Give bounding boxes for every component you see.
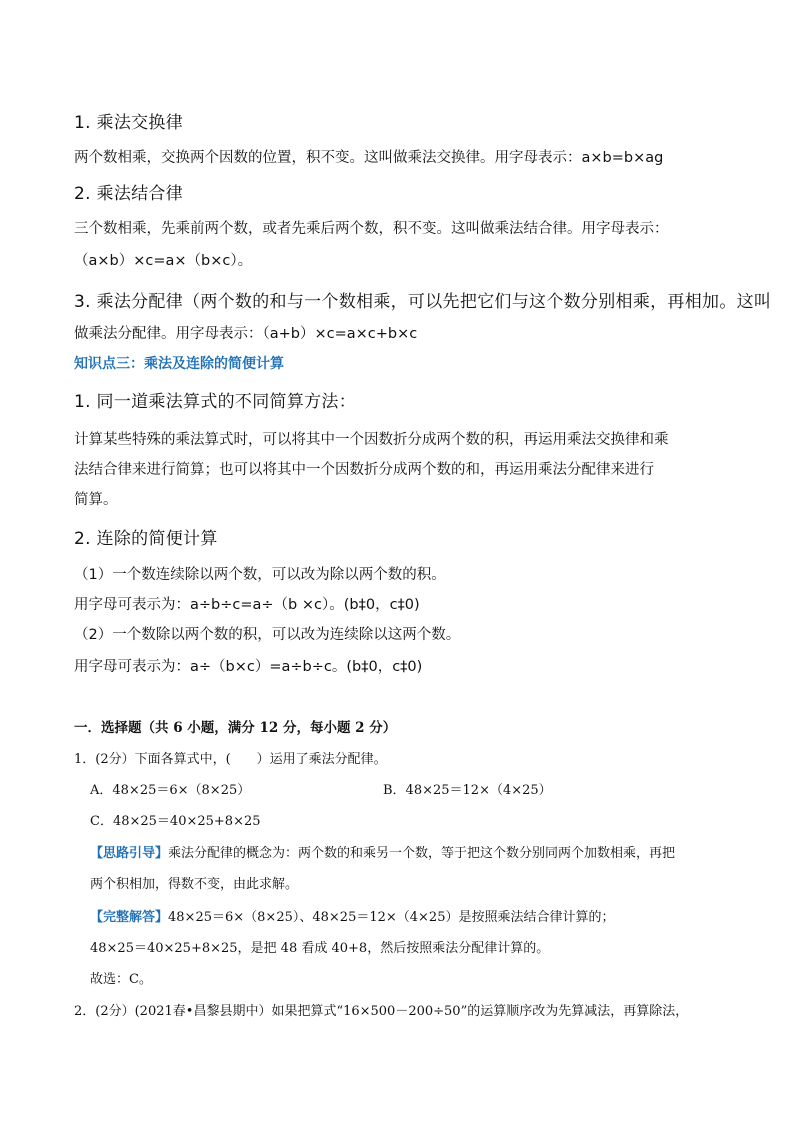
heading-associative-law: 2. 乘法结合律 — [74, 184, 184, 204]
formula-division-2: 用字母可表示为：a÷（b×c）=a÷b÷c。(b‡0，c‡0) — [74, 659, 423, 675]
heading-different-methods: 1. 同一道乘法算式的不同简算方法： — [74, 392, 357, 412]
paragraph-methods-line2: 法结合律来进行简算；也可以将其中一个因数折分成两个数的和，再运用乘法分配律来进行 — [74, 462, 654, 478]
paragraph-associative-law-line1: 三个数相乘，先乘前两个数，或者先乘后两个数，积不变。这叫做乘法结合律。用字母表示： — [74, 221, 669, 237]
paragraph-methods-line3: 简算。 — [74, 492, 118, 508]
hint-text: 乘法分配律的概念为：两个数的和乘另一个数，等于把这个数分别同两个加数相乘，再把 — [168, 846, 676, 861]
question-2-stem: 2．(2分）(2021春•昌黎县期中）如果把算式“16×500－200÷50”的运算顺序改为先算减法，再算除法， — [74, 1004, 689, 1019]
hint-tag: 【思路引导】 — [90, 846, 169, 861]
answer-tag: 【完整解答】 — [90, 910, 169, 925]
question-1-option-c: C．48×25＝40×25+8×25 — [90, 814, 261, 829]
question-1-answer-line1 — [90, 906, 614, 925]
heading-consecutive-division: 2. 连除的简便计算 — [74, 529, 218, 549]
section-title-multiple-choice: 一．选择题（共 6 小题，满分 12 分，每小题 2 分） — [74, 720, 397, 736]
rule-division-2: （2）一个数除以两个数的积，可以改为连续除以这两个数。 — [74, 627, 461, 643]
question-1-answer-line2: 48×25＝40×25+8×25，是把 48 看成 40+8，然后按照乘法分配律计算的。 — [90, 941, 550, 956]
question-1-option-b: B．48×25＝12×（4×25） — [383, 783, 552, 798]
paragraph-distributive-law-line2: 做乘法分配律。用字母表示：（a+b）×c=a×c+b×c — [74, 326, 418, 342]
question-1-choice: 故选：C。 — [90, 972, 152, 987]
question-1-option-a: A．48×25＝6×（8×25） — [90, 783, 251, 798]
formula-division-1: 用字母可表示为：a÷b÷c=a÷（b ×c）。(b‡0，c‡0) — [74, 597, 420, 613]
answer-text: 48×25＝6×（8×25）、48×25＝12×（4×25）是按照乘法结合律计算的； — [168, 910, 615, 925]
paragraph-methods-line1: 计算某些特殊的乘法算式时，可以将其中一个因数折分成两个数的积，再运用乘法交换律和乘 — [74, 432, 669, 448]
knowledge-point-title: 知识点三：乘法及连除的简便计算 — [74, 356, 284, 372]
question-1-hint-line1 — [90, 842, 675, 861]
paragraph-associative-law-line2: （a×b）×c=a×（b×c）。 — [74, 253, 253, 269]
question-1-stem: 1．(2分）下面各算式中，( ）运用了乘法分配律。 — [74, 752, 387, 767]
heading-commutative-law: 1. 乘法交换律 — [74, 113, 184, 133]
question-1-hint-line2: 两个积相加，得数不变，由此求解。 — [90, 877, 299, 892]
paragraph-distributive-law-line1: 3. 乘法分配律（两个数的和与一个数相乘，可以先把它们与这个数分别相乘，再相加。这叫 — [74, 292, 772, 312]
paragraph-commutative-law: 两个数相乘，交换两个因数的位置，积不变。这叫做乘法交换律。用字母表示：a×b=b×ag — [74, 150, 664, 166]
rule-division-1: （1）一个数连续除以两个数，可以改为除以两个数的积。 — [74, 567, 446, 583]
